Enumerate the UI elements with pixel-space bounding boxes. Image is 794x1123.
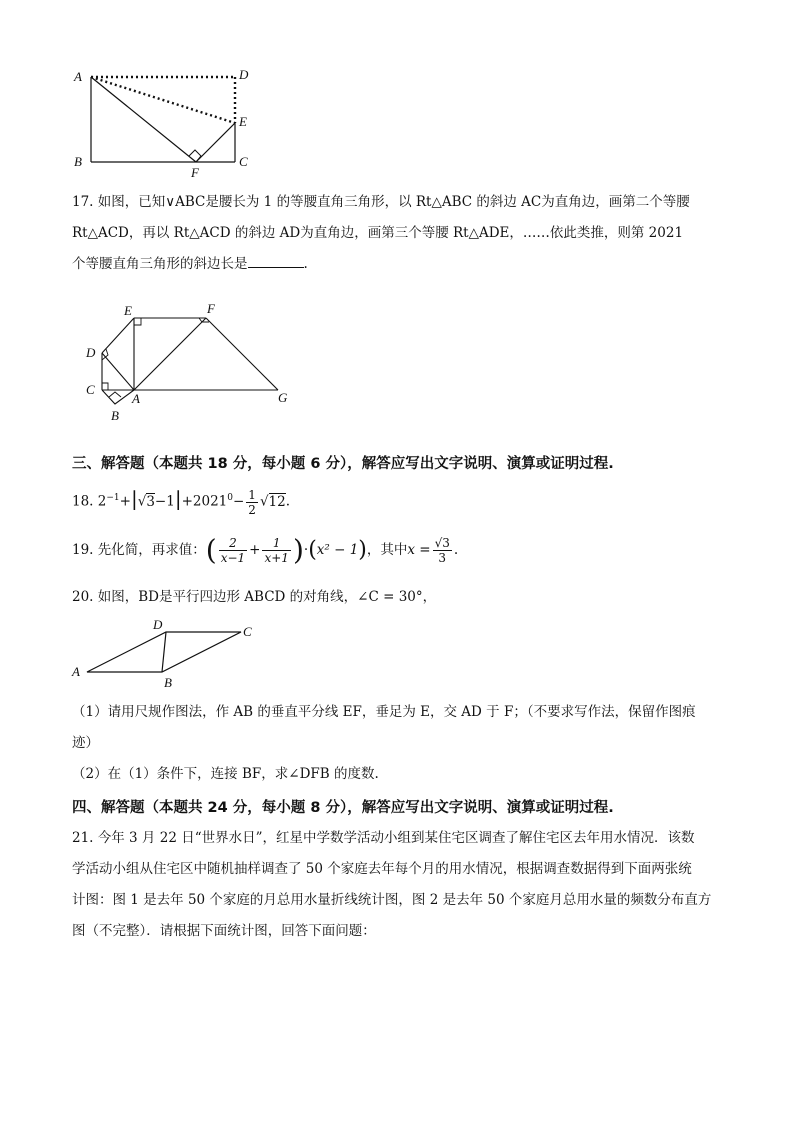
q19-value — [433, 536, 452, 565]
q18-zero-exponent: 0 — [227, 493, 233, 503]
q18-abs-left: | — [130, 486, 138, 511]
figure-parallelogram — [68, 616, 268, 692]
q18-frac-den: 2 — [248, 502, 256, 517]
figure-rectangle-fold — [68, 62, 268, 180]
q18-exponent: −1 — [106, 493, 120, 503]
diagonal-BD — [162, 632, 166, 672]
label-D: D — [86, 345, 96, 360]
q21-line1: 21. 今年 3 月 22 日“世界水日”，红星中学数学活动小组到某住宅区调查了解住宅区去年用水情况．该数 — [72, 830, 695, 846]
q20-stem: 20. 如图，BD是平行四边形 ABCD 的对角线，∠C = 30°， — [72, 589, 437, 605]
figure-isosceles-chain — [80, 298, 300, 426]
q18-abs-inner: −1 — [154, 493, 175, 510]
triangle-ABC — [102, 390, 134, 404]
q18-base: 2 — [97, 493, 107, 510]
q18-minus: − — [232, 493, 245, 510]
segment-AF — [91, 77, 196, 162]
q19-x-equals: x = — [407, 542, 431, 558]
q20-part1-line1: （1）请用尺规作图法，作 AB 的垂直平分线 EF，垂足为 E，交 AD 于 F；（不要求写作法，保留作图痕 — [72, 704, 696, 720]
q19-f2-den: x+1 — [264, 551, 289, 565]
q19-end: . — [453, 542, 459, 558]
label-E: E — [124, 303, 132, 318]
label-A: A — [74, 69, 82, 84]
q19-prefix: 19. 先化简，再求值： — [72, 542, 206, 558]
label-A: A — [132, 391, 140, 406]
q20-part2: （2）在（1）条件下，连接 BF，求∠DFB 的度数. — [72, 766, 379, 782]
q19-poly: x² − 1 — [316, 542, 359, 558]
q18-frac-num: 1 — [248, 487, 256, 502]
segment-FE — [196, 123, 235, 162]
q19-paren-left: ( — [205, 533, 217, 567]
q19-paren2-right: ) — [358, 537, 367, 563]
q19-paren2-left: ( — [308, 537, 317, 563]
q18-end: . — [285, 493, 291, 510]
q17-line3 — [72, 254, 308, 274]
label-B: B — [164, 675, 172, 690]
label-C: C — [239, 154, 248, 169]
q18-radicand-3: 3 — [146, 493, 155, 510]
q18-number: 18. — [72, 493, 94, 510]
q17-line1: 17. 如图，已知∨ABC是腰长为 1 的等腰直角三角形，以 Rt△ABC 的斜边 AC为直角边，画第二个等腰 — [72, 194, 690, 210]
q19-f1-num: 2 — [219, 536, 247, 551]
right-angle-B — [109, 392, 121, 397]
q21-line4: 图（不完整）．请根据下面统计图，回答下面问题： — [72, 923, 376, 939]
q17-line3-end: . — [303, 256, 308, 272]
q19-plus: + — [249, 542, 261, 558]
q18-sqrt12: √12 — [259, 493, 286, 510]
q18-sqrt3: √3 — [137, 493, 155, 510]
label-E: E — [239, 114, 247, 129]
q19-val-den: 3 — [438, 551, 447, 565]
label-F: F — [207, 301, 215, 316]
q18-expression — [72, 484, 291, 517]
q18-abs-right: | — [174, 486, 182, 511]
label-C: C — [243, 624, 252, 639]
q21-line3: 计图：图 1 是去年 50 个家庭的月总用水量折线统计图，图 2 是去年 50 个家庭月总用水量的频数分布直方 — [72, 892, 712, 908]
right-angle-C — [102, 383, 108, 390]
label-G: G — [278, 390, 288, 405]
q19-val-num: √3 — [434, 536, 450, 550]
q21-line2: 学活动小组从住宅区中随机抽样调查了 50 个家庭去年每个月的用水情况，根据调查数据得到下面两张统 — [72, 861, 692, 877]
label-D: D — [153, 617, 163, 632]
q18-fraction — [246, 488, 258, 517]
q19-paren-right: ) — [292, 533, 304, 567]
right-angle-mark — [189, 150, 201, 162]
q18-radicand-12: 12 — [268, 493, 286, 510]
label-C: C — [86, 382, 95, 397]
q20-part1-line2: 迹） — [72, 735, 99, 751]
answer-blank — [248, 255, 304, 268]
label-D: D — [239, 67, 249, 82]
segment-DE — [102, 318, 134, 353]
segment-AF — [134, 318, 206, 390]
q19-fraction-1 — [219, 536, 247, 565]
q18-plus: + — [119, 493, 131, 510]
q19-fraction-2 — [262, 536, 290, 565]
right-angle-E — [134, 318, 141, 325]
dotted-AE — [91, 77, 235, 123]
q18-year: +2021 — [181, 493, 228, 510]
label-B: B — [74, 154, 82, 169]
section-4-title: 四、解答题（本题共 24 分，每小题 8 分），解答应写出文字说明、演算或证明过程. — [72, 800, 614, 816]
q19-f2-num: 1 — [262, 536, 290, 551]
q19-expression — [72, 530, 458, 570]
q19-mid: ，其中 — [366, 542, 408, 558]
label-F: F — [191, 165, 199, 180]
q17-line3-text: 个等腰直角三角形的斜边长是 — [72, 256, 248, 272]
q17-line2: Rt△ACD，再以 Rt△ACD 的斜边 AD为直角边，画第三个等腰 Rt△ADE，……依此类推，则第 2021 — [72, 225, 684, 241]
segment-FG — [206, 318, 278, 390]
segment-DA — [102, 353, 134, 390]
section-3-title: 三、解答题（本题共 18 分，每小题 6 分），解答应写出文字说明、演算或证明过程. — [72, 456, 614, 472]
label-A: A — [72, 664, 80, 679]
q19-dot: · — [303, 542, 309, 558]
q19-f1-den: x−1 — [220, 551, 246, 565]
label-B: B — [111, 408, 119, 423]
